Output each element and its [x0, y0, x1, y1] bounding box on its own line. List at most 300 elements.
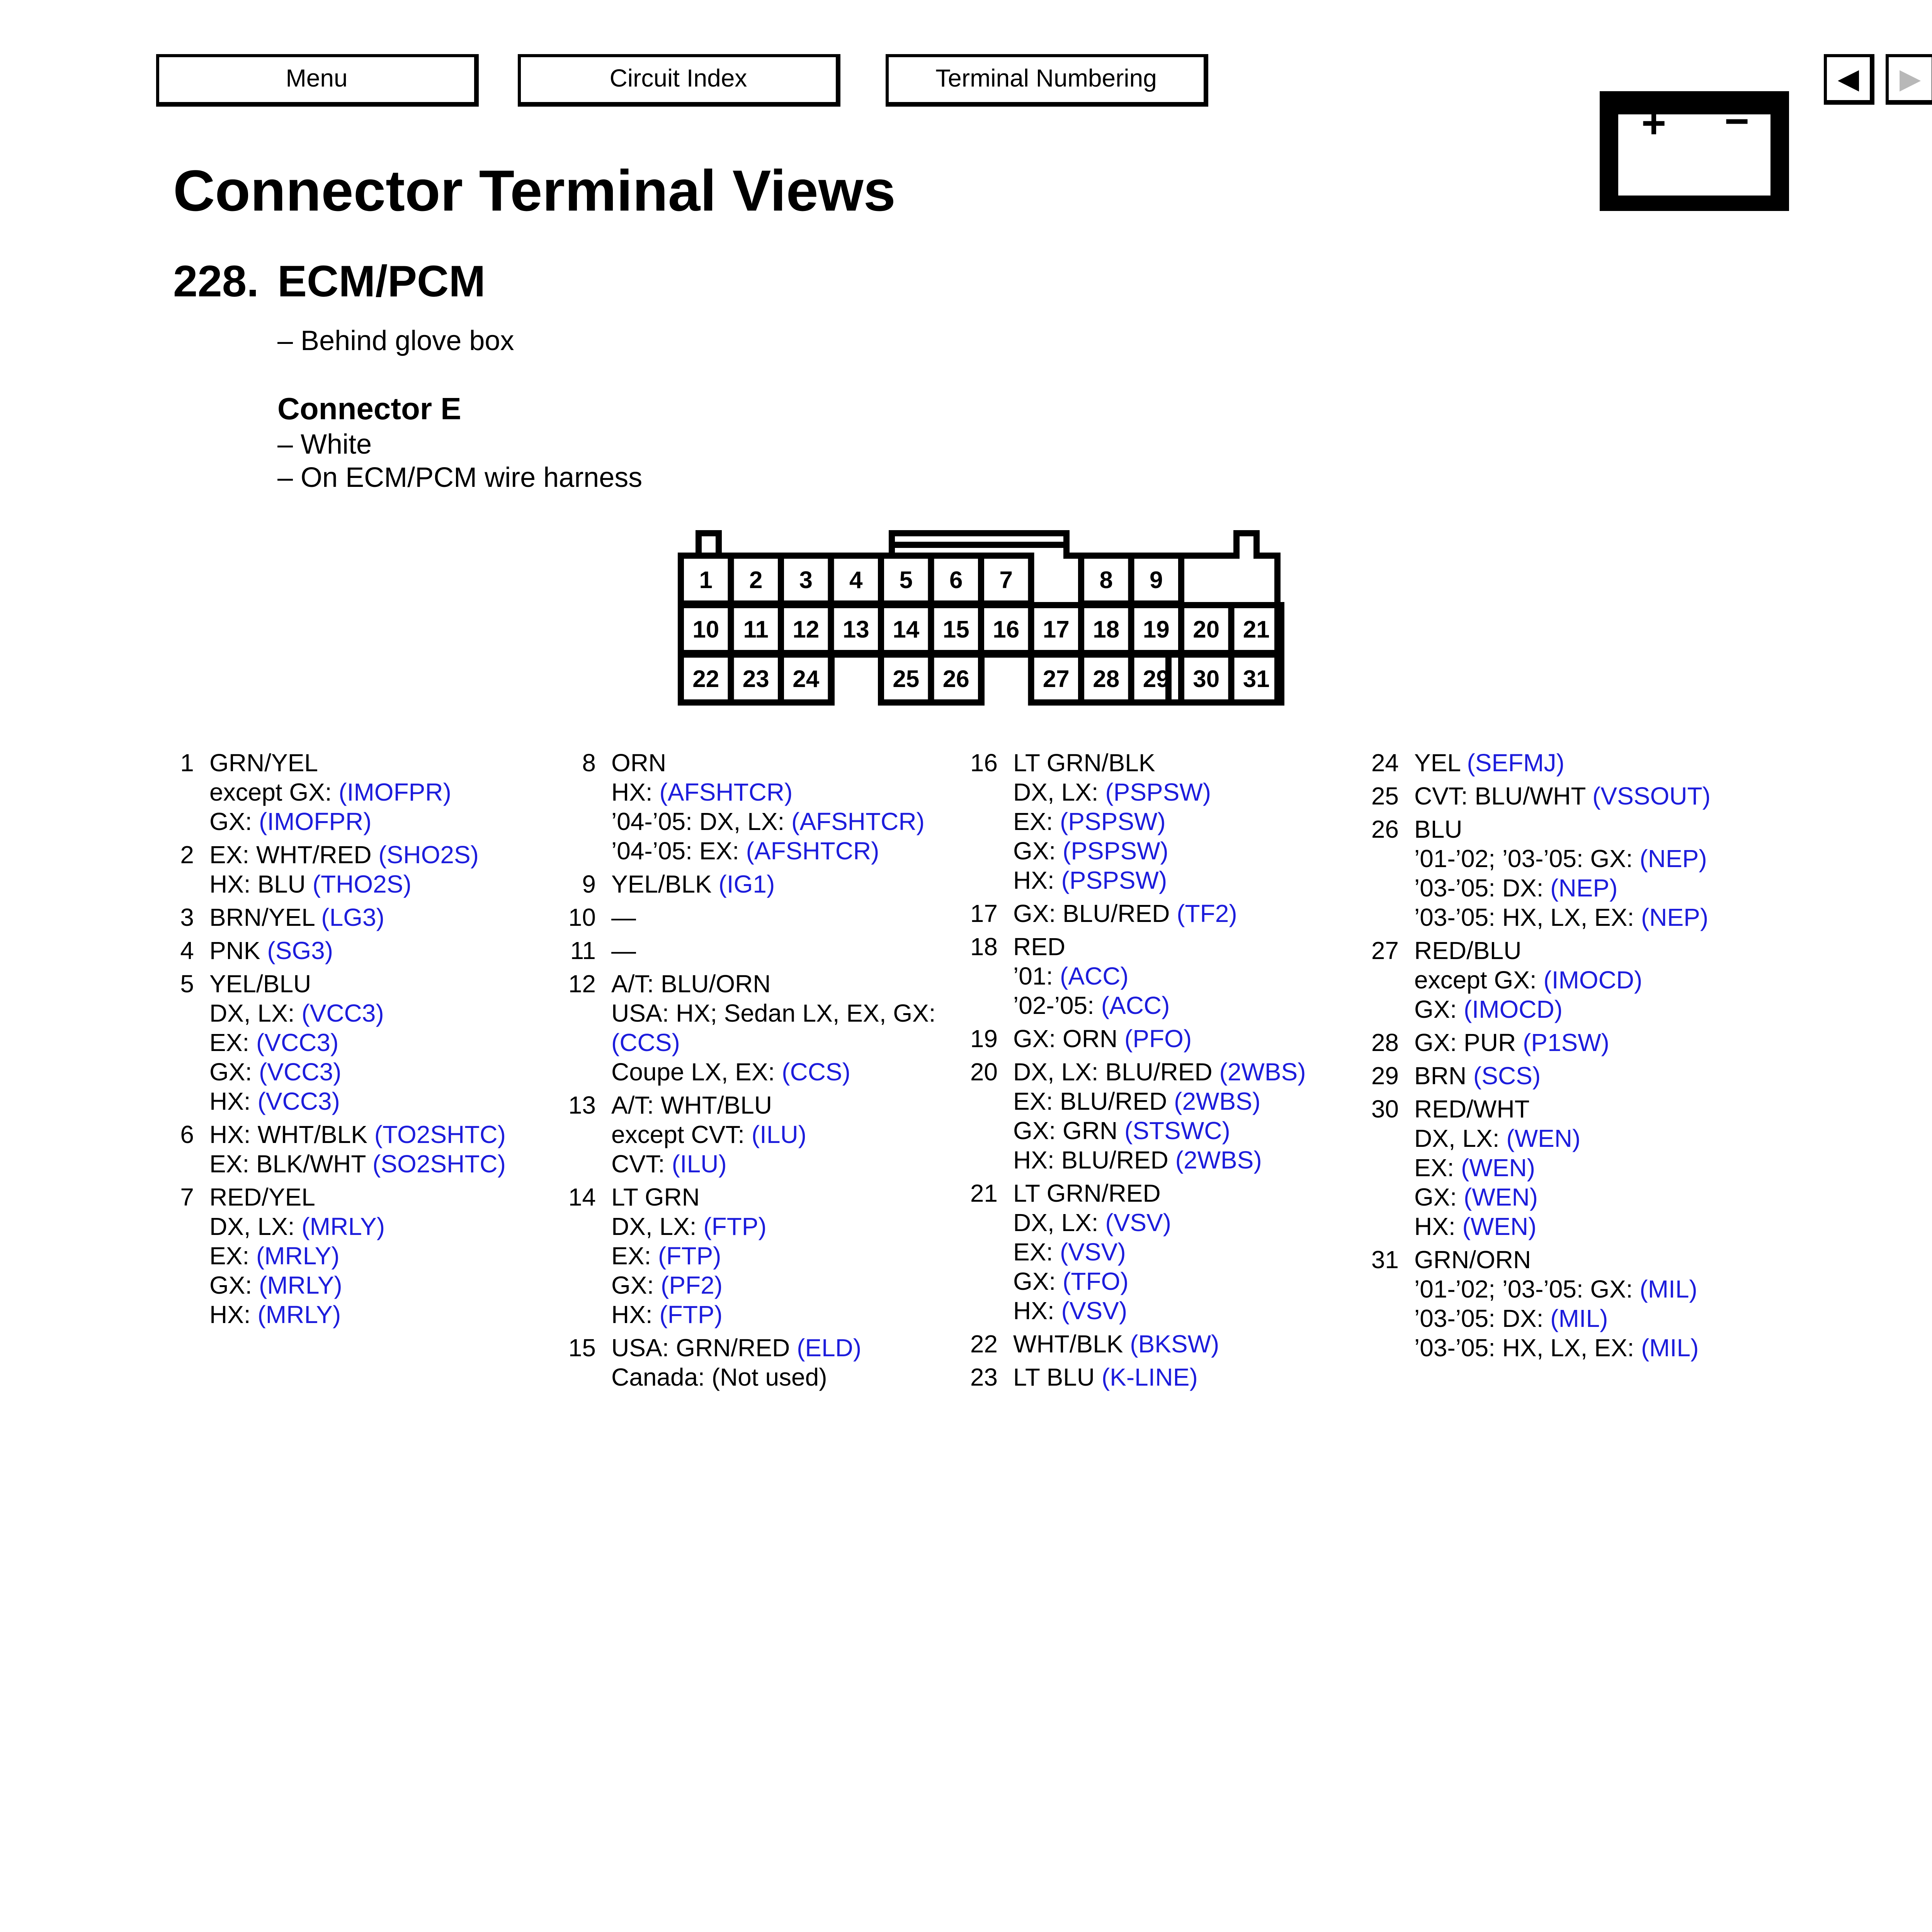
connector-mount: – On ECM/PCM wire harness [277, 462, 643, 493]
signal-link[interactable]: (2WBS) [1174, 1087, 1261, 1115]
signal-link[interactable]: (P1SW) [1522, 1029, 1609, 1056]
pin-number: 30 [1193, 666, 1220, 692]
signal-link[interactable]: (PFO) [1124, 1025, 1192, 1053]
terminal-line [975, 932, 1361, 961]
signal-link[interactable]: (SO2SHTC) [372, 1150, 506, 1178]
wire-description: EX: BLK/WHT [209, 1150, 373, 1178]
terminal-number: 18 [970, 933, 998, 961]
signal-link[interactable]: (AFSHTCR) [746, 837, 879, 865]
signal-link[interactable]: (NEP) [1641, 903, 1709, 931]
pin-number: 13 [842, 616, 869, 643]
signal-link[interactable]: (IMOFPR) [259, 808, 372, 835]
signal-link[interactable]: (IMOCD) [1543, 966, 1643, 994]
terminal-line [975, 748, 1361, 777]
wire-description: ORN [611, 749, 667, 777]
terminal-line [171, 1057, 557, 1087]
terminal-entry [1371, 748, 1762, 777]
wire-description: — [611, 937, 636, 964]
signal-link[interactable]: (SCS) [1473, 1062, 1541, 1090]
signal-link[interactable]: (FTP) [658, 1242, 721, 1270]
section-number: 228. [173, 257, 259, 306]
terminal-line [573, 1149, 959, 1179]
terminal-line [975, 991, 1361, 1020]
terminal-line [975, 1087, 1361, 1116]
pin-number: 15 [942, 616, 969, 643]
terminal-number: 25 [1371, 782, 1399, 810]
signal-link[interactable]: (K-LINE) [1101, 1363, 1198, 1391]
signal-link[interactable]: (2WBS) [1175, 1146, 1262, 1174]
wire-description: GX: [209, 808, 259, 835]
wire-description: WHT/BLK [1013, 1330, 1130, 1358]
terminal-entry [568, 1090, 959, 1179]
terminal-line [171, 807, 557, 836]
signal-link[interactable]: (VCC3) [256, 1029, 339, 1056]
terminal-line [573, 836, 959, 866]
terminal-number: 11 [570, 937, 596, 964]
signal-link[interactable]: (VCC3) [257, 1087, 340, 1115]
pin-number: 26 [942, 666, 969, 692]
terminal-column [568, 748, 959, 1396]
terminal-number: 4 [180, 937, 194, 964]
wire-description: HX: BLU/RED [1013, 1146, 1175, 1174]
terminal-entry [568, 1333, 959, 1392]
terminal-line [1376, 936, 1762, 965]
pin-number: 9 [1150, 567, 1163, 594]
wire-description: GX: [209, 1058, 259, 1086]
signal-link[interactable]: (CCS) [782, 1058, 850, 1086]
terminal-line [975, 1237, 1361, 1267]
wire-description: RED/BLU [1414, 937, 1522, 964]
wire-description: EX: [209, 1242, 256, 1270]
pin-number: 22 [692, 666, 719, 692]
wire-description: DX, LX: BLU/RED [1013, 1058, 1219, 1086]
terminal-entry [970, 1024, 1361, 1053]
wire-description: USA: HX; Sedan LX, EX, GX: [611, 999, 936, 1027]
wire-description: DX, LX: [209, 1213, 302, 1240]
signal-link[interactable]: (WEN) [1462, 1213, 1537, 1240]
terminal-line [1376, 1274, 1762, 1304]
signal-link[interactable]: (TO2SHTC) [374, 1121, 506, 1148]
pin-number: 6 [949, 567, 963, 594]
wire-description: GX: [611, 1271, 661, 1299]
terminal-number: 12 [568, 970, 596, 998]
signal-link[interactable]: (VCC3) [259, 1058, 342, 1086]
pin-number: 20 [1193, 616, 1220, 643]
terminal-line [171, 1212, 557, 1241]
terminal-column [171, 748, 557, 1333]
terminal-number: 23 [970, 1363, 998, 1391]
wire-description: ’01: [1013, 962, 1060, 990]
component-location: – Behind glove box [277, 325, 514, 356]
wire-description: EX: [1013, 808, 1060, 835]
wire-description: except CVT: [611, 1121, 752, 1148]
wire-description: GRN/ORN [1414, 1246, 1531, 1274]
terminal-entry [970, 748, 1361, 895]
terminal-line [1376, 844, 1762, 873]
terminal-line [573, 1212, 959, 1241]
pin-number: 24 [793, 666, 820, 692]
terminal-line [171, 1182, 557, 1212]
wire-description: EX: [1414, 1154, 1461, 1182]
wire-description: ’01-’02; ’03-’05: GX: [1414, 1275, 1640, 1303]
terminal-line [573, 1120, 959, 1149]
signal-link[interactable]: (2WBS) [1219, 1058, 1306, 1086]
signal-link[interactable]: (MRLY) [259, 1271, 342, 1299]
signal-link[interactable]: (FTP) [703, 1213, 767, 1240]
wire-description: HX: [1013, 1297, 1061, 1325]
terminal-column [1371, 748, 1762, 1366]
wire-description: EX: [209, 1029, 256, 1056]
wire-description: BLU [1414, 815, 1463, 843]
terminal-line [975, 1362, 1361, 1392]
pin-number: 5 [899, 567, 913, 594]
wire-description: HX: [1013, 866, 1061, 894]
terminal-line [573, 777, 959, 807]
terminal-number: 7 [180, 1183, 194, 1211]
terminal-line [975, 836, 1361, 866]
terminal-line [975, 866, 1361, 895]
terminal-number: 17 [970, 900, 998, 927]
terminal-line [1376, 903, 1762, 932]
wire-description: DX, LX: [1414, 1124, 1507, 1152]
wire-description: HX: WHT/BLK [209, 1121, 374, 1148]
terminal-line [573, 998, 959, 1028]
terminal-line [975, 807, 1361, 836]
connector-diagram [0, 0, 1932, 734]
terminal-line [1376, 1124, 1762, 1153]
terminal-number: 26 [1371, 815, 1399, 843]
signal-link[interactable]: (PSPSW) [1105, 778, 1211, 806]
wire-description: DX, LX: [209, 999, 302, 1027]
terminal-line [1376, 1245, 1762, 1274]
terminal-line [1376, 873, 1762, 903]
terminal-number: 19 [970, 1025, 998, 1053]
wire-description: ’04-’05: EX: [611, 837, 746, 865]
pin-number: 18 [1093, 616, 1120, 643]
signal-link[interactable]: (NEP) [1639, 845, 1707, 872]
signal-link[interactable]: (WEN) [1464, 1183, 1538, 1211]
terminal-line [975, 1296, 1361, 1325]
signal-link[interactable]: (ILU) [672, 1150, 727, 1178]
signal-link[interactable]: (VSV) [1105, 1209, 1171, 1236]
terminal-line [171, 1120, 557, 1149]
terminal-line [171, 903, 557, 932]
wire-description: EX: WHT/RED [209, 841, 379, 869]
terminal-line [171, 1087, 557, 1116]
pin-number: 12 [793, 616, 820, 643]
terminal-line [171, 1300, 557, 1329]
signal-link[interactable]: (IMOCD) [1464, 995, 1563, 1023]
terminal-line [975, 1179, 1361, 1208]
pin-number: 28 [1093, 666, 1120, 692]
signal-link[interactable]: (IG1) [718, 870, 775, 898]
pin-number: 17 [1043, 616, 1070, 643]
signal-link[interactable]: (SHO2S) [378, 841, 479, 869]
terminal-line [573, 748, 959, 777]
pin-number: 4 [849, 567, 863, 594]
terminal-line [1376, 965, 1762, 995]
wire-description: ’02-’05: [1013, 992, 1101, 1019]
terminal-entry [171, 936, 557, 965]
terminal-entry [171, 1120, 557, 1179]
terminal-line [573, 1270, 959, 1300]
wire-description: Coupe LX, EX: [611, 1058, 782, 1086]
pin-number: 3 [799, 567, 813, 594]
signal-link[interactable]: (SG3) [267, 937, 333, 964]
terminal-entry [171, 969, 557, 1116]
terminal-line [573, 1028, 959, 1057]
signal-link[interactable]: (TFO) [1063, 1267, 1129, 1295]
signal-link[interactable]: (SEFMJ) [1467, 749, 1565, 777]
signal-link[interactable]: (PSPSW) [1063, 837, 1168, 865]
terminal-line [171, 936, 557, 965]
wire-description: CVT: BLU/WHT [1414, 782, 1593, 810]
terminal-entry [568, 1182, 959, 1329]
wire-description: ’01-’02; ’03-’05: GX: [1414, 845, 1640, 872]
terminal-line [975, 1267, 1361, 1296]
terminal-line [1376, 1153, 1762, 1182]
terminal-entry [970, 932, 1361, 1020]
wire-description: DX, LX: [1013, 778, 1105, 806]
signal-link[interactable]: (WEN) [1461, 1154, 1535, 1182]
terminal-line [171, 869, 557, 899]
terminal-line [171, 969, 557, 998]
signal-link[interactable]: (ILU) [751, 1121, 807, 1148]
wire-description: GX: ORN [1013, 1025, 1125, 1053]
terminal-line [171, 840, 557, 869]
terminal-number: 31 [1371, 1246, 1399, 1274]
terminal-line [573, 1241, 959, 1270]
terminal-line [171, 1270, 557, 1300]
pin-number: 2 [749, 567, 763, 594]
signal-link[interactable]: (STSWC) [1124, 1117, 1230, 1145]
terminal-line [1376, 1094, 1762, 1124]
terminal-line [1376, 1061, 1762, 1090]
terminal-number: 28 [1371, 1029, 1399, 1056]
wire-description: ’03-’05: HX, LX, EX: [1414, 1334, 1641, 1362]
signal-link[interactable]: (PSPSW) [1060, 808, 1166, 835]
wire-description: A/T: WHT/BLU [611, 1091, 772, 1119]
terminal-line [1376, 1333, 1762, 1362]
terminal-line [975, 961, 1361, 991]
terminal-line [171, 1028, 557, 1057]
menu-button-top[interactable]: Menu [156, 54, 479, 107]
pin-number: 8 [1099, 567, 1113, 594]
terminal-line [975, 777, 1361, 807]
terminal-entry [568, 969, 959, 1087]
wire-description: EX: [1013, 1238, 1060, 1266]
wire-description: Canada: (Not used) [611, 1363, 827, 1391]
signal-link[interactable]: (MIL) [1641, 1334, 1699, 1362]
terminal-line [171, 777, 557, 807]
signal-link[interactable]: (ACC) [1101, 992, 1170, 1019]
pin-number: 11 [743, 616, 769, 643]
connector-name: Connector E [277, 391, 461, 426]
signal-link[interactable]: (WEN) [1506, 1124, 1581, 1152]
terminal-number: 21 [970, 1179, 998, 1207]
terminal-line [1376, 748, 1762, 777]
signal-link[interactable]: (MIL) [1639, 1275, 1697, 1303]
terminal-entry [1371, 1061, 1762, 1090]
terminal-entry [970, 1057, 1361, 1175]
terminal-line [573, 1333, 959, 1362]
wire-description: ’03-’05: DX: [1414, 874, 1551, 902]
wire-description: A/T: BLU/ORN [611, 970, 771, 998]
wire-description: except GX: [1414, 966, 1544, 994]
battery-minus-sign: − [1724, 97, 1750, 145]
terminal-entry [573, 869, 959, 899]
wire-description: DX, LX: [1013, 1209, 1105, 1236]
wire-description: HX: [611, 1301, 660, 1328]
wire-description: ’03-’05: HX, LX, EX: [1414, 903, 1641, 931]
terminal-entry [171, 748, 557, 836]
wire-description: LT BLU [1013, 1363, 1102, 1391]
pin-number: 29 [1143, 666, 1170, 692]
terminal-line [573, 1057, 959, 1087]
wire-description: USA: GRN/RED [611, 1334, 797, 1362]
terminal-line [1376, 1182, 1762, 1212]
signal-link[interactable]: (NEP) [1550, 874, 1618, 902]
terminal-entry [1371, 781, 1762, 811]
terminal-line [573, 969, 959, 998]
terminal-line [975, 1024, 1361, 1053]
signal-link[interactable]: (LG3) [321, 903, 384, 931]
terminal-line [1376, 815, 1762, 844]
wire-description: EX: [611, 1242, 658, 1270]
terminal-number: 3 [180, 903, 194, 931]
wire-description: EX: BLU/RED [1013, 1087, 1174, 1115]
terminal-numbering-button-top[interactable]: Terminal Numbering [886, 54, 1208, 107]
terminal-line [1376, 995, 1762, 1024]
terminal-line [975, 1057, 1361, 1087]
terminal-line [573, 869, 959, 899]
terminal-number: 10 [568, 903, 596, 931]
terminal-number: 30 [1371, 1095, 1399, 1123]
terminal-entry [573, 748, 959, 866]
terminal-number: 6 [180, 1121, 194, 1148]
pin-number: 14 [893, 616, 920, 643]
signal-link[interactable]: (AFSHTCR) [791, 808, 925, 835]
signal-link[interactable]: (CCS) [611, 1029, 680, 1056]
wire-description: LT GRN/BLK [1013, 749, 1155, 777]
terminal-entry [1371, 1094, 1762, 1241]
wire-description: YEL [1414, 749, 1467, 777]
signal-link[interactable]: (VSSOUT) [1592, 782, 1711, 810]
signal-link[interactable]: (FTP) [659, 1301, 723, 1328]
terminal-column [970, 748, 1361, 1396]
wire-description: RED/YEL [209, 1183, 315, 1211]
terminal-line [975, 1208, 1361, 1237]
wire-description: GX: [1013, 1267, 1063, 1295]
terminal-number: 20 [970, 1058, 998, 1086]
terminal-entry [1371, 1245, 1762, 1362]
terminal-line [171, 748, 557, 777]
terminal-entry [970, 899, 1361, 928]
terminal-line [573, 807, 959, 836]
signal-link[interactable]: (MRLY) [257, 1301, 341, 1328]
signal-link[interactable]: (PF2) [661, 1271, 723, 1299]
signal-link[interactable]: (MRLY) [256, 1242, 340, 1270]
wire-description: HX: [1414, 1213, 1463, 1240]
pin-number: 19 [1143, 616, 1170, 643]
terminal-line [573, 936, 959, 965]
wire-description: BRN [1414, 1062, 1473, 1090]
terminal-line [975, 1145, 1361, 1175]
connector-color: – White [277, 429, 372, 460]
terminal-line [573, 903, 959, 932]
signal-link[interactable]: (VSV) [1061, 1297, 1128, 1325]
terminal-entry [970, 1179, 1361, 1325]
terminal-line [1376, 781, 1762, 811]
wire-description: BRN/YEL [209, 903, 321, 931]
section-name: ECM/PCM [277, 257, 486, 306]
terminal-line [171, 1149, 557, 1179]
wire-description: HX: [611, 778, 660, 806]
pin-number: 10 [692, 616, 719, 643]
terminal-number: 2 [180, 841, 194, 869]
wire-description: GX: GRN [1013, 1117, 1125, 1145]
terminal-number: 24 [1371, 749, 1399, 777]
wire-description: GX: [1414, 1183, 1464, 1211]
terminal-number: 27 [1371, 937, 1399, 964]
terminal-number: 1 [180, 749, 194, 777]
terminal-number: 22 [970, 1330, 998, 1358]
wire-description: PNK [209, 937, 267, 964]
wire-description: CVT: [611, 1150, 672, 1178]
signal-link[interactable]: (ACC) [1060, 962, 1129, 990]
terminal-number: 8 [582, 749, 596, 777]
terminal-entry [171, 903, 557, 932]
terminal-entry [970, 1362, 1361, 1392]
pin-number: 21 [1243, 616, 1270, 643]
terminal-line [573, 1300, 959, 1329]
terminal-entry [171, 1182, 557, 1329]
circuit-index-button-top[interactable]: Circuit Index [518, 54, 840, 107]
wire-description: GX: [209, 1271, 259, 1299]
wire-description: YEL/BLU [209, 970, 311, 998]
signal-link[interactable]: (TF2) [1177, 900, 1237, 927]
battery-plus-sign: + [1641, 99, 1667, 147]
wire-description: LT GRN [611, 1183, 700, 1211]
terminal-entry [1371, 936, 1762, 1024]
terminal-number: 16 [970, 749, 998, 777]
signal-link[interactable]: (THO2S) [312, 870, 412, 898]
pin-number: 16 [993, 616, 1020, 643]
signal-link[interactable]: (MIL) [1550, 1304, 1608, 1332]
terminal-number: 13 [568, 1091, 596, 1119]
wire-description: YEL/BLK [611, 870, 719, 898]
terminal-line [171, 998, 557, 1028]
wire-description: GRN/YEL [209, 749, 318, 777]
terminal-line [573, 1362, 959, 1392]
signal-link[interactable]: (VSV) [1060, 1238, 1126, 1266]
wire-description: GX: BLU/RED [1013, 900, 1177, 927]
signal-link[interactable]: (VCC3) [301, 999, 384, 1027]
terminal-entry [970, 1329, 1361, 1359]
terminal-entry [171, 840, 557, 899]
signal-link[interactable]: (MRLY) [301, 1213, 385, 1240]
signal-link[interactable]: (AFSHTCR) [659, 778, 793, 806]
terminal-line [1376, 1028, 1762, 1057]
left-arrow-icon: ◀ [1837, 63, 1859, 94]
terminal-number: 9 [582, 870, 596, 898]
wire-description: ’03-’05: DX: [1414, 1304, 1551, 1332]
signal-link[interactable]: (ELD) [797, 1334, 862, 1362]
signal-link[interactable]: (PSPSW) [1061, 866, 1167, 894]
terminal-line [171, 1241, 557, 1270]
signal-link[interactable]: (IMOFPR) [338, 778, 451, 806]
signal-link[interactable]: (BKSW) [1130, 1330, 1219, 1358]
